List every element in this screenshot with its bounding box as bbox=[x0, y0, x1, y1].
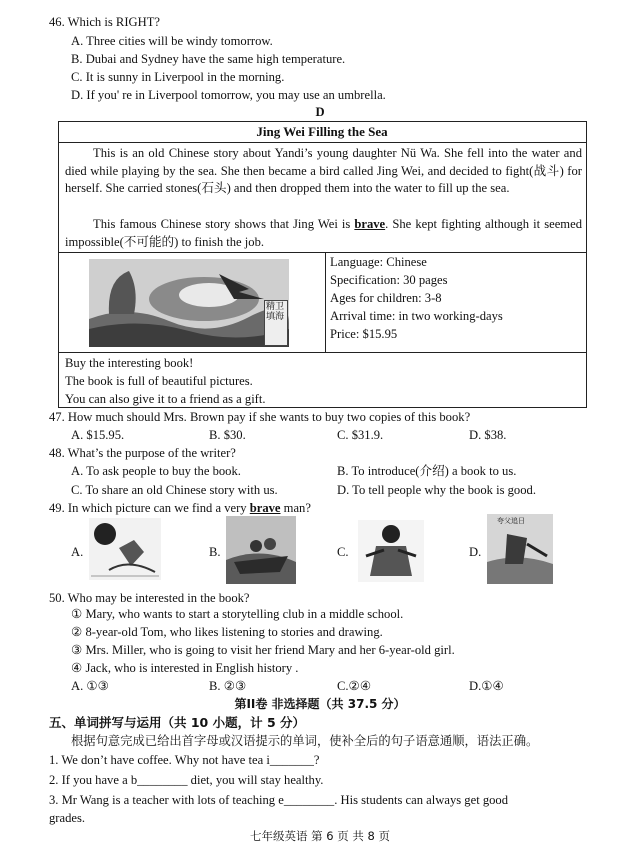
info-price: Price: $15.95 bbox=[330, 327, 398, 341]
section5-item-1: 1. We don’t have coffee. Why not have tea i_______? bbox=[49, 753, 320, 767]
q50-stem: 50. Who may be interested in the book? bbox=[49, 591, 250, 605]
section5-item-2: 2. If you have a b________ diet, you will stay healthy. bbox=[49, 773, 324, 787]
passage-title: Jing Wei Filling the Sea bbox=[256, 124, 388, 139]
q48-stem: 48. What’s the purpose of the writer? bbox=[49, 446, 236, 460]
q47-stem: 47. How much should Mrs. Brown pay if she wants to buy two copies of this book? bbox=[49, 410, 471, 424]
q49-stem bbox=[49, 500, 311, 517]
q49-stem-after: man? bbox=[280, 501, 311, 515]
info-bottom-divider bbox=[58, 352, 586, 353]
q49-picture-a bbox=[89, 518, 161, 580]
p2-text-before: This famous Chinese story shows that Jing Wei is bbox=[93, 217, 355, 231]
q46-option-c: C. It is sunny in Liverpool in the morning. bbox=[71, 70, 285, 84]
q50-item-2: ② 8-year-old Tom, who likes listening to stories and drawing. bbox=[71, 625, 383, 639]
q49-picture-b bbox=[226, 516, 296, 584]
section-letter: D bbox=[315, 105, 325, 119]
section5-item-3-cont: grades. bbox=[49, 811, 86, 825]
q46-option-a: A. Three cities will be windy tomorrow. bbox=[71, 34, 273, 48]
info-specification: Specification: 30 pages bbox=[330, 273, 448, 287]
info-ages: Ages for children: 3-8 bbox=[330, 291, 442, 305]
page-footer: 七年级英语 第 6 页 共 8 页 bbox=[249, 829, 391, 843]
section5-item-3: 3. Mr Wang is a teacher with lots of teaching e________. His students can always get good bbox=[49, 793, 509, 807]
q49-option-c-label: C. bbox=[337, 545, 349, 559]
passage-paragraph-2 bbox=[65, 216, 582, 251]
book-title-stamp-text: 精卫填海 bbox=[266, 302, 285, 322]
passage-paragraph-1: This is an old Chinese story about Yandi’s young daughter Nü Wa. She fell into the water and died while playing by the sea. She then became a bird called Jing Wei, and decided to fight(战斗) for herself. She carried stones(石头) and then dropped them into the water to fill up the sea. bbox=[65, 146, 582, 195]
ad-line-1: Buy the interesting book! bbox=[65, 356, 194, 370]
q50-option-c: C.②④ bbox=[337, 679, 372, 693]
section5-instruction: 根据句意完成已给出首字母或汉语提示的单词，使补全后的句子语意通顺，语法正确。 bbox=[71, 734, 539, 748]
q46-option-b: B. Dubai and Sydney have the same high temperature. bbox=[71, 52, 346, 66]
title-divider bbox=[58, 142, 586, 143]
ad-line-2: The book is full of beautiful pictures. bbox=[65, 374, 253, 388]
q49-option-d-label: D. bbox=[469, 545, 482, 559]
q48-option-c: C. To share an old Chinese story with us. bbox=[71, 483, 278, 497]
part2-heading: 第II卷 非选择题（共 37.5 分） bbox=[234, 697, 406, 711]
q50-item-1: ① Mary, who wants to start a storytelling club in a middle school. bbox=[71, 607, 404, 621]
q47-option-a: A. $15.95. bbox=[71, 428, 125, 442]
q50-item-4: ④ Jack, who is interested in English history . bbox=[71, 661, 299, 675]
q50-option-d: D.①④ bbox=[469, 679, 504, 693]
info-arrival: Arrival time: in two working-days bbox=[330, 309, 503, 323]
ad-line-3: You can also give it to a friend as a gift. bbox=[65, 392, 266, 406]
q48-option-b: B. To introduce(介绍) a book to us. bbox=[337, 464, 517, 478]
q49-stem-before: 49. In which picture can we find a very bbox=[49, 501, 250, 515]
p2-brave-word: brave bbox=[354, 217, 386, 231]
q50-option-b: B. ②③ bbox=[209, 679, 247, 693]
q50-item-3: ③ Mrs. Miller, who is going to visit her friend Mary and her 6-year-old girl. bbox=[71, 643, 455, 657]
info-vertical-divider bbox=[325, 252, 326, 352]
q47-option-c: C. $31.9. bbox=[337, 428, 384, 442]
q48-option-a: A. To ask people to buy the book. bbox=[71, 464, 241, 478]
book-cover-illustration bbox=[89, 259, 289, 347]
q48-option-d: D. To tell people why the book is good. bbox=[337, 483, 536, 497]
q49-option-b-label: B. bbox=[209, 545, 221, 559]
q47-option-d: D. $38. bbox=[469, 428, 507, 442]
q50-option-a: A. ①③ bbox=[71, 679, 109, 693]
info-language: Language: Chinese bbox=[330, 255, 427, 269]
q46-stem: 46. Which is RIGHT? bbox=[49, 15, 160, 29]
q47-option-b: B. $30. bbox=[209, 428, 246, 442]
section5-heading: 五、单词拼写与运用（共 10 小题，计 5 分） bbox=[49, 715, 306, 730]
q49-picture-d-caption: 夸父追日 bbox=[497, 517, 525, 525]
p2-text-after: . She kept fighting although it seemed impossible(不可能的) to finish the job. bbox=[65, 217, 582, 249]
q49-option-a-label: A. bbox=[71, 545, 84, 559]
q49-picture-c bbox=[358, 520, 424, 582]
q49-brave-word: brave bbox=[249, 501, 281, 515]
info-top-divider bbox=[58, 252, 586, 253]
q46-option-d: D. If you' re in Liverpool tomorrow, you may use an umbrella. bbox=[71, 88, 386, 102]
